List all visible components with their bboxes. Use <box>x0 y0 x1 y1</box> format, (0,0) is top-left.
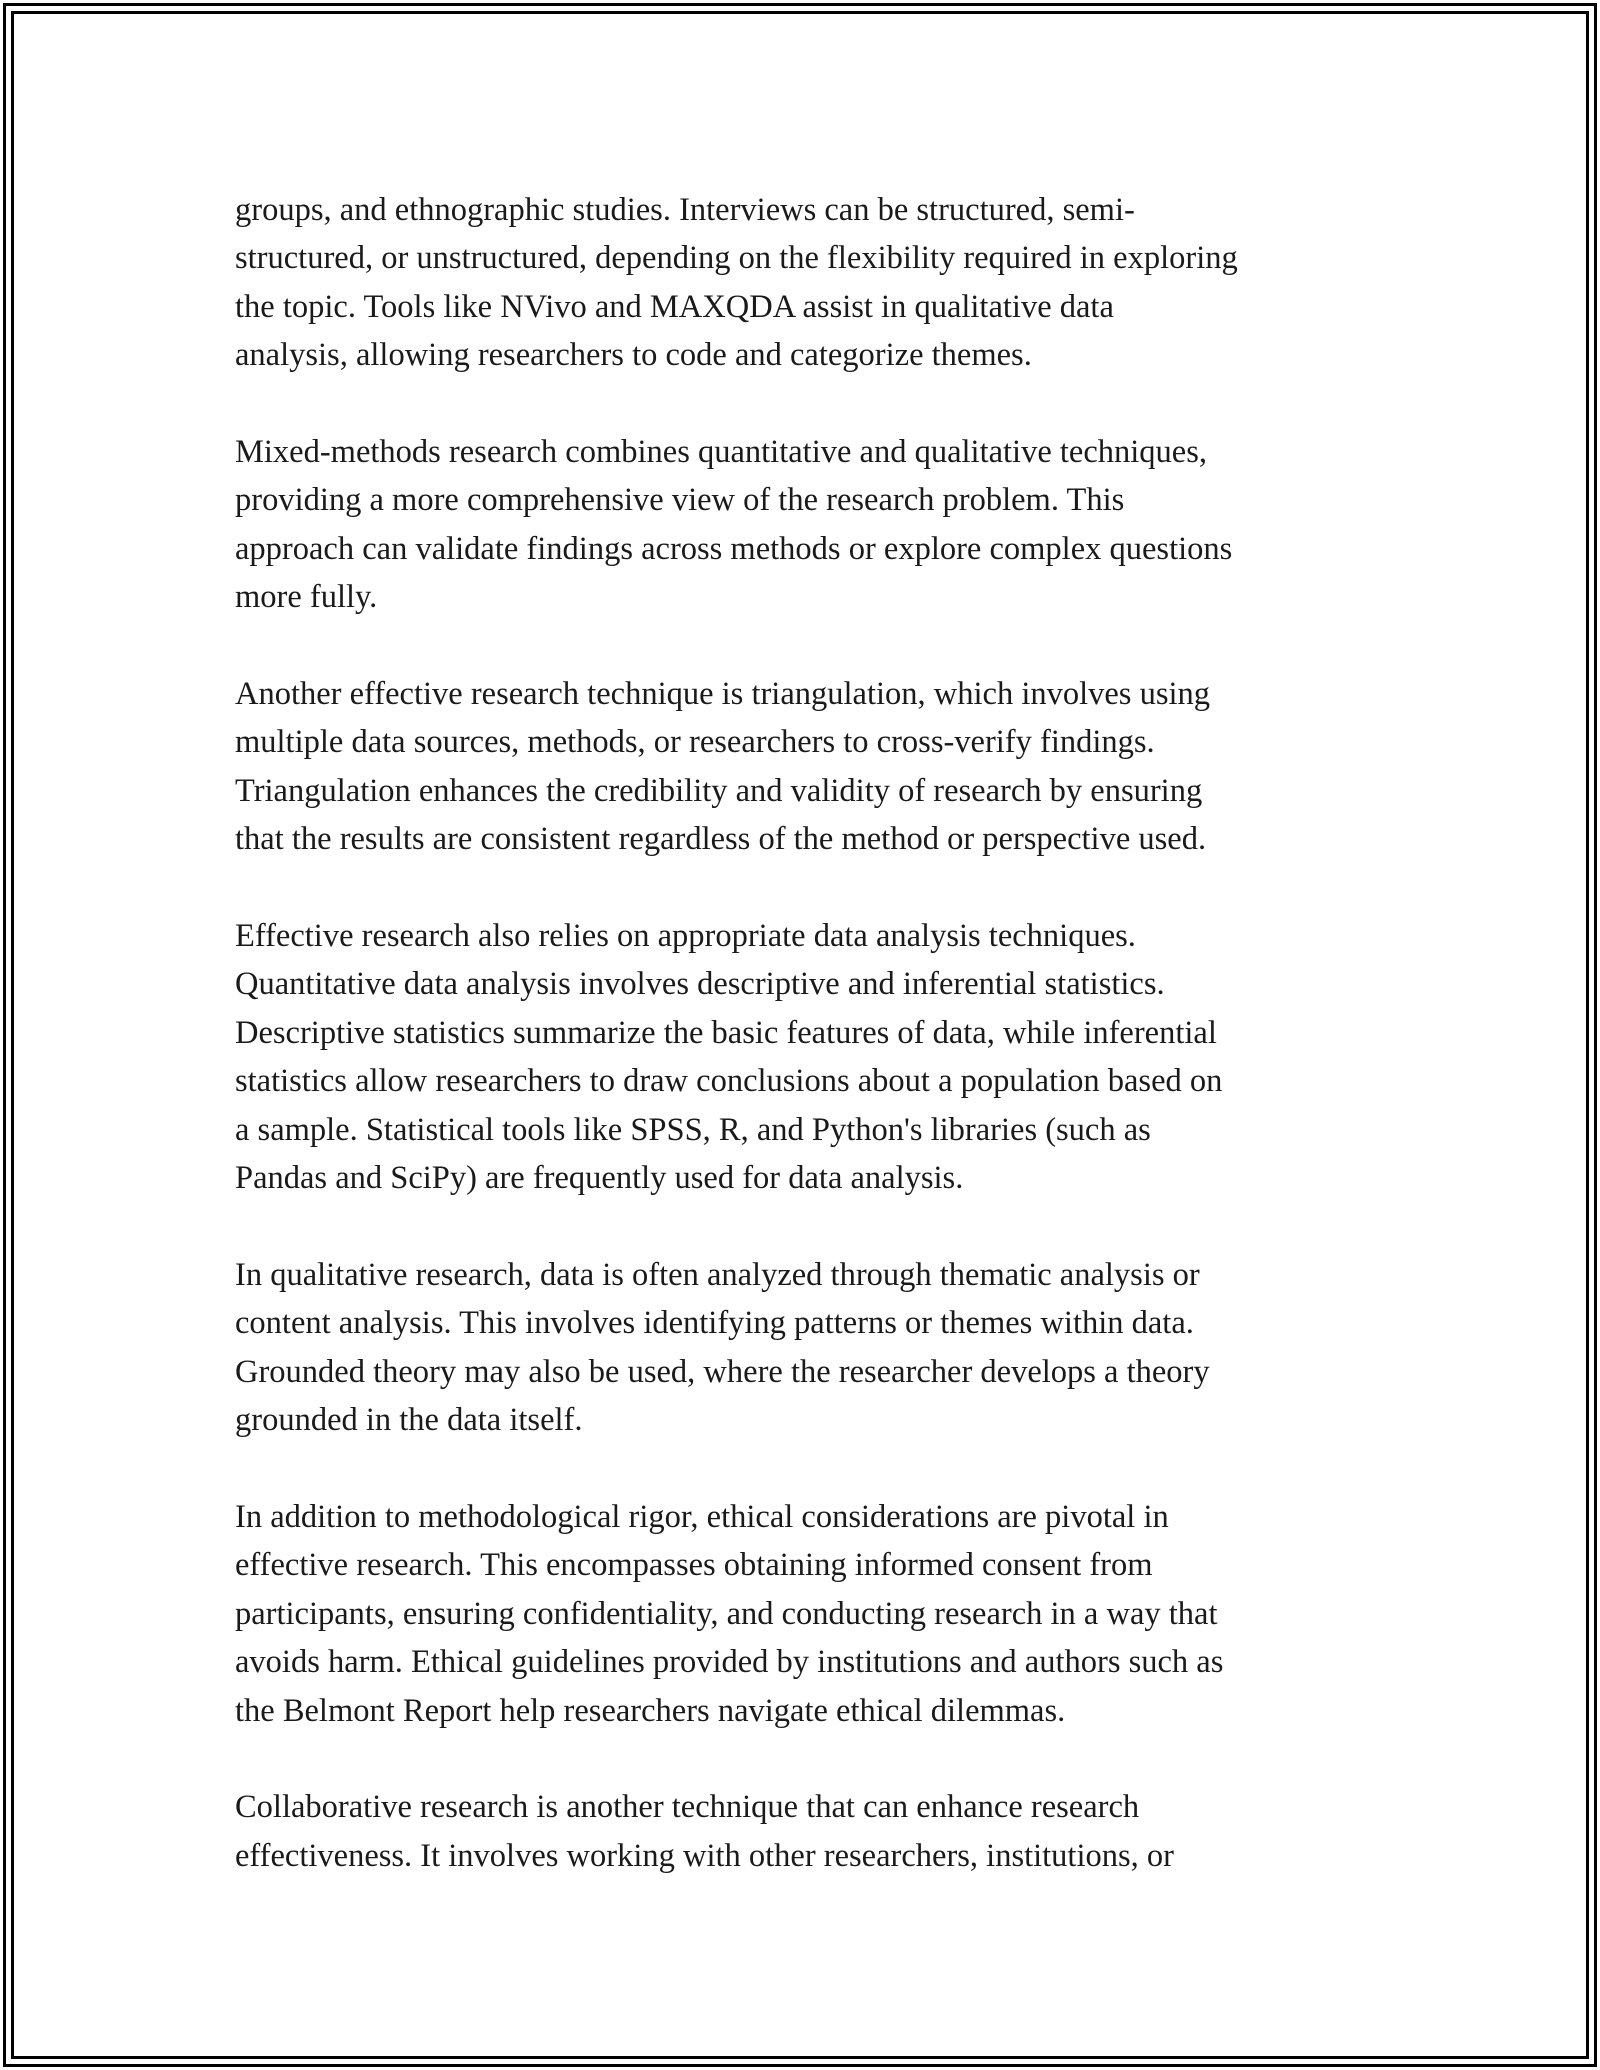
text-line: a sample. Statistical tools like SPSS, R, and Python's libraries (such as <box>235 1111 1151 1148</box>
paragraph-qualitative-analysis <box>235 1251 1375 1445</box>
text-line: providing a more comprehensive view of the research problem. This <box>235 482 1125 519</box>
text-line: Quantitative data analysis involves descriptive and inferential statistics. <box>235 966 1165 1003</box>
text-line: analysis, allowing researchers to code and categorize themes. <box>235 337 1032 374</box>
text-line: In qualitative research, data is often analyzed through thematic analysis or <box>235 1256 1200 1293</box>
text-line: structured, or unstructured, depending on the flexibility required in exploring <box>235 240 1238 277</box>
text-line: grounded in the data itself. <box>235 1402 583 1439</box>
text-line: participants, ensuring confidentiality, and conducting research in a way that <box>235 1595 1218 1632</box>
text-line: Grounded theory may also be used, where the researcher develops a theory <box>235 1353 1210 1390</box>
text-line: Another effective research technique is triangulation, which involves using <box>235 676 1210 713</box>
text-line: statistics allow researchers to draw conclusions about a population based on <box>235 1063 1223 1100</box>
text-line: Effective research also relies on appropriate data analysis techniques. <box>235 918 1136 955</box>
text-line: effective research. This encompasses obtaining informed consent from <box>235 1547 1153 1584</box>
text-line: Mixed-methods research combines quantitative and qualitative techniques, <box>235 434 1207 471</box>
text-line: approach can validate findings across methods or explore complex questions <box>235 530 1233 567</box>
paragraph-data-analysis <box>235 912 1375 1202</box>
text-line: the topic. Tools like NVivo and MAXQDA assist in qualitative data <box>235 288 1114 325</box>
text-line: effectiveness. It involves working with other researchers, institutions, or <box>235 1837 1174 1874</box>
text-line: content analysis. This involves identifying patterns or themes within data. <box>235 1305 1194 1342</box>
document-body <box>235 186 1375 1929</box>
paragraph-mixed-methods <box>235 428 1375 622</box>
paragraph-triangulation <box>235 670 1375 864</box>
text-line: Descriptive statistics summarize the basic features of data, while inferential <box>235 1014 1217 1051</box>
text-line: the Belmont Report help researchers navigate ethical dilemmas. <box>235 1692 1066 1729</box>
paragraph-collaborative-research <box>235 1783 1375 1880</box>
text-line: Triangulation enhances the credibility and validity of research by ensuring <box>235 772 1203 809</box>
text-line: In addition to methodological rigor, ethical considerations are pivotal in <box>235 1498 1169 1535</box>
text-line: Pandas and SciPy) are frequently used for data analysis. <box>235 1160 964 1197</box>
text-line: multiple data sources, methods, or researchers to cross-verify findings. <box>235 724 1155 761</box>
text-line: more fully. <box>235 579 378 616</box>
text-line: avoids harm. Ethical guidelines provided by institutions and authors such as <box>235 1644 1224 1681</box>
text-line: that the results are consistent regardless of the method or perspective used. <box>235 821 1207 858</box>
text-line: Collaborative research is another technique that can enhance research <box>235 1789 1140 1826</box>
paragraph-ethics <box>235 1493 1375 1735</box>
paragraph-qualitative-methods <box>235 186 1375 380</box>
text-line: groups, and ethnographic studies. Interviews can be structured, semi- <box>235 192 1135 228</box>
